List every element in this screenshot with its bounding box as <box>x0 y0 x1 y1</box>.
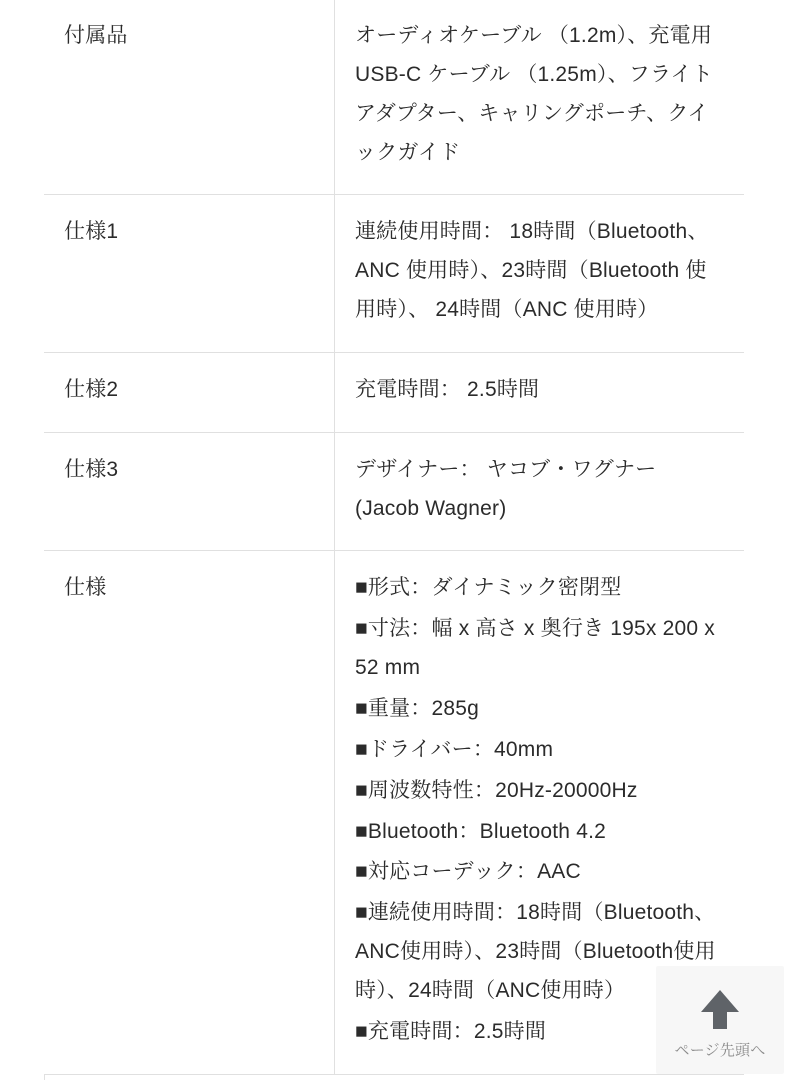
table-row <box>44 195 744 353</box>
value-line: オーディオケーブル （1.2m）、充電用USB-C ケーブル （1.25m）、フライトアダプター、キャリングポーチ、クイックガイド <box>355 24 713 164</box>
value-line: 充電時間： 2.5時間 <box>355 377 540 401</box>
value-line-list <box>355 371 724 410</box>
scroll-to-top-button[interactable] <box>656 966 784 1074</box>
value-line: 連続使用時間： 18時間（Bluetooth、ANC 使用時）、23時間（Bluetooth 使用時）、 24時間（ANC 使用時） <box>355 220 709 322</box>
value-line: ■充電時間：2.5時間 <box>355 1019 547 1043</box>
value-line: ■Bluetooth：Bluetooth 4.2 <box>355 819 606 843</box>
value-line: デザイナー： ヤコブ・ワグナー (Jacob Wagner) <box>355 457 657 520</box>
row-label: 仕様3 <box>44 432 335 551</box>
table-row <box>44 551 744 1074</box>
scroll-to-top-label: ページ先頭へ <box>674 1041 766 1059</box>
value-line: ■重量：285g <box>355 696 480 720</box>
row-label: 仕様 <box>44 551 335 1074</box>
row-value <box>335 195 745 353</box>
value-line: ■周波数特性：20Hz-20000Hz <box>355 778 638 802</box>
row-value <box>335 352 745 432</box>
row-label: 付属品 <box>44 0 335 195</box>
value-line-list <box>355 451 724 529</box>
table-row <box>44 0 744 195</box>
table-row <box>44 432 744 551</box>
value-line: ■対応コーデック：AAC <box>355 860 581 884</box>
specification-table <box>44 0 744 1075</box>
value-line: ■連続使用時間：18時間（Bluetooth、ANC使用時）、23時間（Bluetooth使用時）、24時間（ANC使用時） <box>355 901 716 1002</box>
row-value <box>335 432 745 551</box>
value-line: ■形式：ダイナミック密閉型 <box>355 576 622 600</box>
arrow-up-icon <box>692 981 748 1037</box>
value-line-list <box>355 213 724 330</box>
row-value <box>335 0 745 195</box>
row-label: 仕様1 <box>44 195 335 353</box>
table-row <box>44 352 744 432</box>
row-label: 仕様2 <box>44 352 335 432</box>
value-line: ■寸法：幅 x 高さ x 奥行き 195x 200 x 52 mm <box>355 617 715 680</box>
value-line-list <box>355 17 724 172</box>
value-line: ■ドライバー：40mm <box>355 737 554 761</box>
